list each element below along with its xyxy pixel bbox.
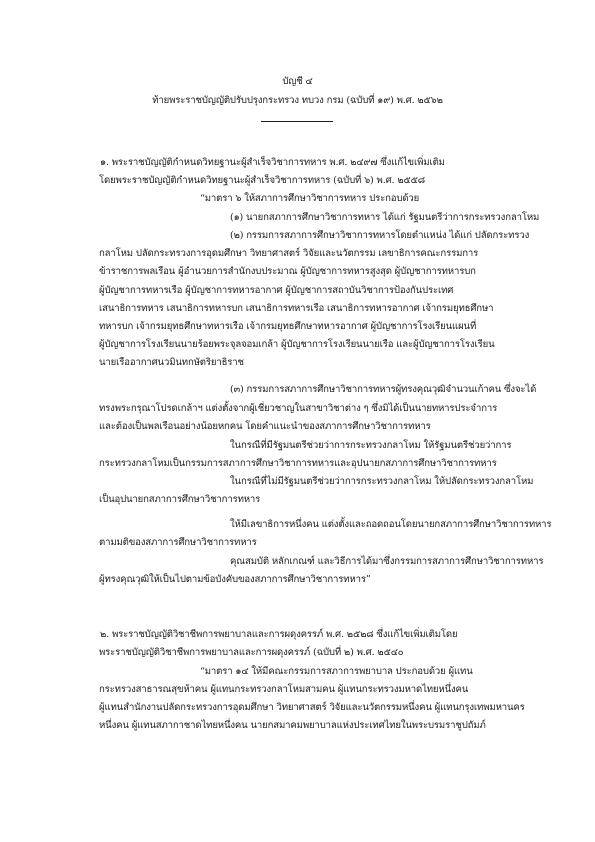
title-divider (261, 121, 333, 122)
paragraph-line: เสนาธิการทหาร เสนาธิการทหารบก เสนาธิการทหารเรือ เสนาธิการทหารอากาศ เจ้ากรมยุทธศึกษา (99, 303, 494, 314)
paragraph-line: ข้าราชการพลเรือน ผู้อำนวยการสำนักงบประมาณ ผู้บัญชาการทหารสูงสุด ผู้บัญชาการทหารบก (99, 266, 476, 277)
paragraph-line: ให้มีเลขาธิการหนึ่งคน แต่งตั้งและถอดถอนโดยนายกสภาการศึกษาวิชาการทหาร (230, 519, 552, 530)
paragraph-line: “มาตรา ๑๔ ให้มีคณะกรรมการสภาการพยาบาล ประกอบด้วย ผู้แทน (200, 666, 473, 677)
paragraph-line: ในกรณีที่มีรัฐมนตรีช่วยว่าการกระทรวงกลาโหม ให้รัฐมนตรีช่วยว่าการ (230, 440, 512, 451)
paragraph-line: (๓) กรรมการสภาการศึกษาวิชาการทหารผู้ทรงคุณวุฒิจำนวนเก้าคน ซึ่งจะได้ (230, 384, 537, 395)
schedule-title: บัญชี ๔ (282, 76, 313, 87)
schedule-subtitle: ท้ายพระราชบัญญัติปรับปรุงกระทรวง ทบวง กรม (ฉบับที่ ๑๙) พ.ศ. ๒๕๖๒ (152, 95, 443, 106)
section-1-heading: ๑. พระราชบัญญัติกำหนดวิทยฐานะผู้สำเร็จวิชาการทหาร พ.ศ. ๒๔๙๗ ซึ่งแก้ไขเพิ่มเติม (100, 157, 445, 168)
paragraph-line: ผู้บัญชาการทหารเรือ ผู้บัญชาการทหารอากาศ ผู้บัญชาการสถาบันวิชาการป้องกันประเทศ (99, 285, 454, 296)
paragraph-line: เป็นอุปนายกสภาการศึกษาวิชาการทหาร (99, 494, 261, 505)
paragraph-line: (๒) กรรมการสภาการศึกษาวิชาการทหารโดยตำแหน่ง ได้แก่ ปลัดกระทรวง (230, 230, 530, 241)
paragraph-line: ทหารบก เจ้ากรมยุทธศึกษาทหารเรือ เจ้ากรมยุทธศึกษาทหารอากาศ ผู้บัญชาการโรงเรียนแผนที่ (99, 321, 477, 332)
paragraph-line: กระทรวงกลาโหมเป็นกรรมการสภาการศึกษาวิชาการทหารและอุปนายกสภาการศึกษาวิชาการทหาร (99, 458, 497, 469)
paragraph-line: ตามมติของสภาการศึกษาวิชาการทหาร (99, 537, 257, 548)
paragraph-line: หนึ่งคน ผู้แทนสภากาชาดไทยหนึ่งคน นายกสมาคมพยาบาลแห่งประเทศไทยในพระบรมราชูปถัมภ์ (99, 720, 486, 731)
paragraph-line: คุณสมบัติ หลักเกณฑ์ และวิธีการได้มาซึ่งกรรมการสภาการศึกษาวิชาการทหาร (230, 556, 544, 567)
paragraph-line: และต้องเป็นพลเรือนอย่างน้อยหกคน โดยคำแนะนำของสภาการศึกษาวิชาการทหาร (99, 421, 431, 432)
paragraph-line: (๑) นายกสภาการศึกษาวิชาการทหาร ได้แก่ รัฐมนตรีว่าการกระทรวงกลาโหม (230, 212, 540, 223)
paragraph-line: ผู้แทนสำนักงานปลัดกระทรวงการอุดมศึกษา วิทยาศาสตร์ วิจัยและนวัตกรรมหนึ่งคน ผู้แทนกรุงเทพมหานคร (99, 702, 525, 713)
paragraph-line: นายเรืออากาศนวมินทกษัตริยาธิราช (99, 357, 244, 368)
paragraph-line: “มาตรา ๖ ให้สภาการศึกษาวิชาการทหาร ประกอบด้วย (200, 193, 420, 204)
paragraph-line: ในกรณีที่ไม่มีรัฐมนตรีช่วยว่าการกระทรวงกลาโหม ให้ปลัดกระทรวงกลาโหม (230, 476, 534, 487)
paragraph-line: โดยพระราชบัญญัติกำหนดวิทยฐานะผู้สำเร็จวิชาการทหาร (ฉบับที่ ๖) พ.ศ. ๒๕๕๘ (99, 175, 425, 186)
paragraph-line: กลาโหม ปลัดกระทรวงการอุดมศึกษา วิทยาศาสตร์ วิจัยและนวัตกรรม เลขาธิการคณะกรรมการ (99, 248, 479, 259)
paragraph-line: ผู้บัญชาการโรงเรียนนายร้อยพระจุลจอมเกล้า ผู้บัญชาการโรงเรียนนายเรือ และผู้บัญชาการโรงเรียน (99, 339, 495, 350)
paragraph-line: กระทรวงสาธารณสุขห้าคน ผู้แทนกระทรวงกลาโหมสามคน ผู้แทนกระทรวงมหาดไทยหนึ่งคน (99, 684, 469, 695)
paragraph-line: ทรงพระกรุณาโปรดเกล้าฯ แต่งตั้งจากผู้เชี่ยวชาญในสาขาวิชาต่าง ๆ ซึ่งมิได้เป็นนายทหารประจำการ (99, 403, 498, 414)
section-2-heading: ๒. พระราชบัญญัติวิชาชีพการพยาบาลและการผดุงครรภ์ พ.ศ. ๒๕๒๘ ซึ่งแก้ไขเพิ่มเติมโดย (100, 629, 458, 640)
paragraph-line: พระราชบัญญัติวิชาชีพการพยาบาลและการผดุงครรภ์ (ฉบับที่ ๒) พ.ศ. ๒๕๔๐ (99, 647, 404, 658)
paragraph-line: ผู้ทรงคุณวุฒิให้เป็นไปตามข้อบังคับของสภาการศึกษาวิชาการทหาร” (99, 574, 371, 585)
